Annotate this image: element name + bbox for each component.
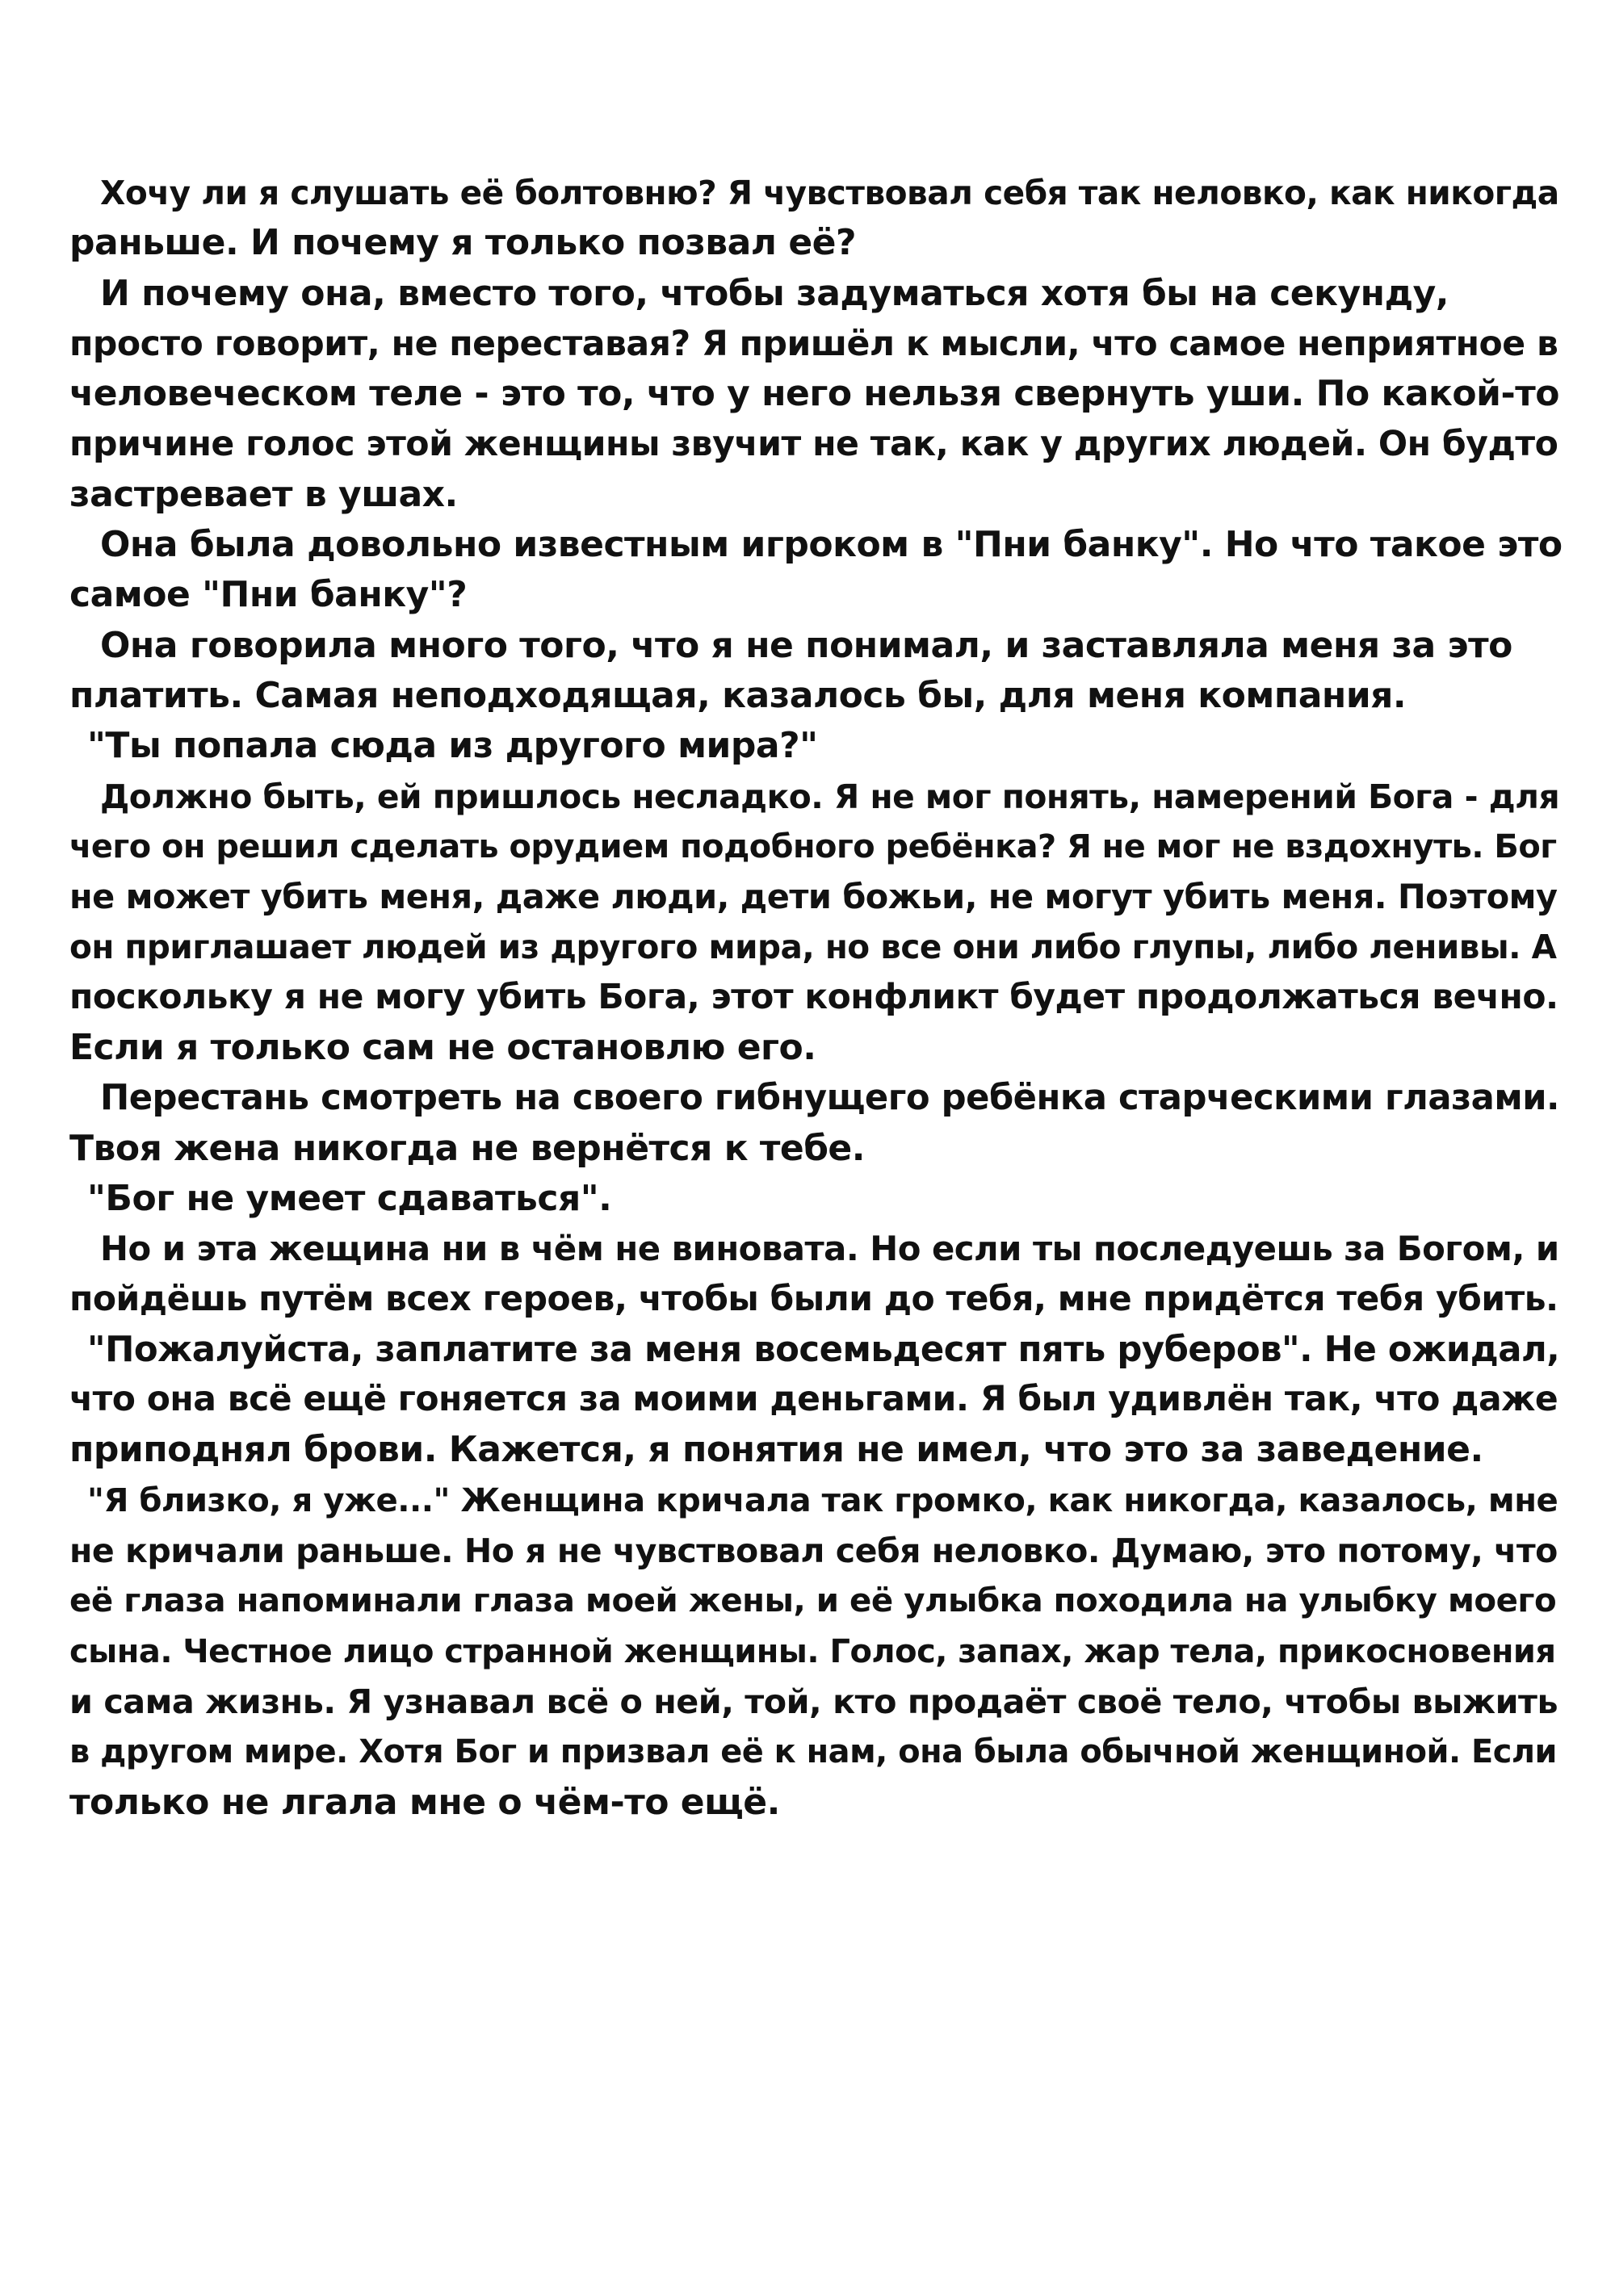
text-line: и сама жизнь. Я узнавал всё о ней, той, кто продаёт своё тело, чтобы выжить <box>69 1682 1558 1721</box>
text-line: просто говорит, не переставая? Я пришёл к мысли, что самое неприятное в <box>69 323 1558 364</box>
text-line: "Я близко, я уже..." Женщина кричала так громко, как никогда, казалось, мне <box>87 1481 1558 1519</box>
text-line: И почему она, вместо того, чтобы задуматься хотя бы на секунду, <box>100 272 1449 314</box>
text-line: платить. Самая неподходящая, казалось бы, для меня компания. <box>69 674 1407 716</box>
text-line: приподнял брови. Кажется, я понятия не имел, что это за заведение. <box>69 1429 1483 1471</box>
text-line: чего он решил сделать орудием подобного ребёнка? Я не мог не вздохнуть. Бог <box>69 827 1557 865</box>
text-line: поскольку я не могу убить Бога, этот конфликт будет продолжаться вечно. <box>69 977 1558 1017</box>
text-line: в другом мире. Хотя Бог и призвал её к нам, она была обычной женщиной. Если <box>69 1733 1557 1771</box>
body-text <box>69 168 1575 1828</box>
text-line: не может убить меня, даже люди, дети божьи, не могут убить меня. Поэтому <box>69 878 1558 917</box>
text-line: Если я только сам не остановлю его. <box>69 1027 816 1069</box>
text-line: Должно быть, ей пришлось несладко. Я не мог понять, намерений Бога - для <box>100 777 1560 816</box>
text-line: Хочу ли я слушать её болтовню? Я чувствовал себя так неловко, как никогда <box>100 174 1559 212</box>
text-line: Твоя жена никогда не вернётся к тебе. <box>69 1127 865 1169</box>
text-line: Она была довольно известным игроком в "Пни банку". Но что такое это <box>100 524 1563 566</box>
text-line: Но и эта жещина ни в чём не виновата. Но если ты последуешь за Богом, и <box>100 1229 1559 1269</box>
text-line: застревает в ушах. <box>69 473 458 515</box>
text-line: "Ты попала сюда из другого мира?" <box>87 725 818 767</box>
text-line: сына. Честное лицо странной женщины. Голос, запах, жар тела, прикосновения <box>69 1632 1556 1670</box>
text-line: он приглашает людей из другого мира, но все они либо глупы, либо ленивы. А <box>69 928 1557 967</box>
text-line: "Пожалуйста, заплатите за меня восемьдесят пять руберов". Не ожидал, <box>87 1329 1560 1370</box>
text-line: Перестань смотреть на своего гибнущего ребёнка старческими глазами. <box>100 1078 1559 1119</box>
text-line: пойдёшь путём всех героев, чтобы были до тебя, мне придётся тебя убить. <box>69 1279 1558 1319</box>
text-line: только не лгала мне о чём-то ещё. <box>69 1781 780 1823</box>
text-line: человеческом теле - это то, что у него нельзя свернуть уши. По какой-то <box>69 373 1559 415</box>
text-line: причине голос этой женщины звучит не так, как у других людей. Он будто <box>69 424 1558 465</box>
text-line: Она говорила много того, что я не понимал, и заставляла меня за это <box>100 624 1512 666</box>
text-line: её глаза напоминали глаза моей жены, и её улыбка походила на улыбку моего <box>69 1582 1557 1620</box>
text-line: самое "Пни банку"? <box>69 574 468 616</box>
text-line: что она всё ещё гоняется за моими деньгами. Я был удивлён так, что даже <box>69 1380 1558 1420</box>
text-line: не кричали раньше. Но я не чувствовал себя неловко. Думаю, это потому, что <box>69 1531 1558 1571</box>
text-line: раньше. И почему я только позвал её? <box>69 222 857 264</box>
text-line: "Бог не умеет сдаваться". <box>87 1177 612 1219</box>
